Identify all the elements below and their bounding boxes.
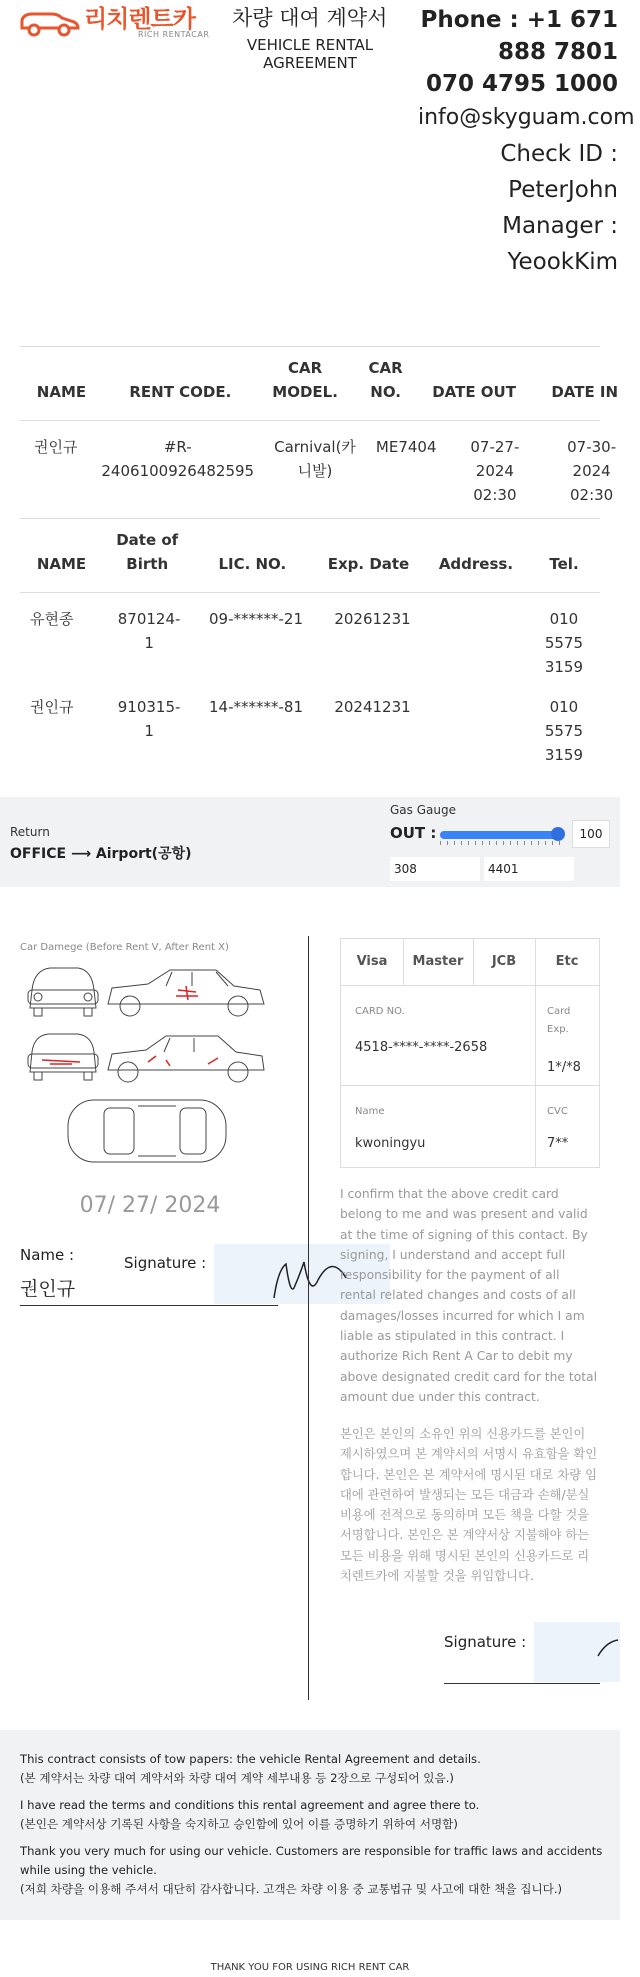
card-number-cell	[341, 985, 536, 1086]
name-label: Name :	[20, 1246, 75, 1264]
terms-line: (저희 차량을 이용해 주셔서 대단히 감사합니다. 고객은 차량 이용 중 교통법규 및 사고에 대한 책을 집니다.)	[20, 1882, 563, 1896]
vertical-divider	[308, 936, 309, 1700]
col-header: Exp. Date	[327, 555, 410, 573]
mileage-field-a[interactable]: 308	[390, 857, 480, 881]
document-title-ko: 차량 대여 계약서	[232, 6, 388, 30]
card-signature-label: Signature :	[444, 1633, 527, 1651]
table-cell: 010 5575 3159	[544, 698, 583, 764]
gas-gauge-slider[interactable]	[440, 831, 564, 839]
table-cell: ME7404	[375, 438, 437, 456]
logo-text-en: RICH RENTACAR	[138, 30, 210, 39]
terms-line: I have read the terms and conditions this rental agreement and agree there to.	[20, 1798, 480, 1812]
card-exp-value: 1*/*8	[547, 1060, 581, 1075]
damage-date: 07/ 27/ 2024	[79, 1193, 221, 1218]
col-header: DATE IN	[551, 383, 619, 401]
card-type-etc[interactable]: Etc	[555, 954, 579, 969]
card-cvc-value: 7**	[547, 1136, 569, 1151]
thanks-text: THANK YOU FOR USING RICH RENT CAR	[210, 1962, 410, 1973]
company-logo	[18, 2, 218, 42]
table-cell: 910315-1	[117, 698, 181, 740]
card-signature-line	[444, 1683, 600, 1684]
card-exp-label: Card	[547, 1006, 571, 1017]
divider	[20, 518, 600, 519]
car-logo-icon	[18, 2, 84, 42]
manager-label: Manager :	[502, 213, 618, 239]
col-header: CAR NO.	[368, 359, 403, 401]
col-header: Address.	[438, 555, 514, 573]
table-cell: 유현종	[30, 610, 74, 628]
check-id: PeterJohn	[508, 177, 618, 203]
email[interactable]: info@skyguam.com	[418, 105, 635, 130]
phone-number: 888 7801	[497, 39, 618, 65]
divider	[20, 346, 600, 347]
table-row	[20, 593, 600, 693]
signature-label: Signature :	[124, 1254, 207, 1272]
mileage-field-b[interactable]: 4401	[484, 857, 574, 881]
document-title-en: VEHICLE RENTAL AGREEMENT	[246, 36, 374, 72]
card-exp-label-2: Exp.	[547, 1024, 569, 1035]
check-id-label: Check ID :	[500, 141, 618, 167]
table-row	[20, 693, 600, 781]
card-signature-pad[interactable]	[534, 1622, 620, 1682]
gas-gauge-thumb[interactable]	[551, 827, 565, 841]
terms-line: (본 계약서는 차량 대여 계약서와 차량 대여 계약 세부내용 등 2장으로 구성되어 있음.)	[20, 1771, 454, 1785]
return-label: Return	[10, 825, 50, 839]
terms-line: Thank you very much for using our vehicle. Customers are responsible for traffic laws and accidents while using the vehicle.	[20, 1844, 603, 1877]
terms-line: (본인은 계약서상 기록된 사항을 숙지하고 승인함에 있어 이를 증명하기 위하여 서명함)	[20, 1817, 458, 1831]
table-cell: 09-******-21	[208, 610, 303, 628]
signer-name: 권인규	[20, 1278, 76, 1300]
damage-label: Car Damege (Before Rent V, After Rent X)	[20, 942, 229, 953]
credit-card-panel	[340, 938, 600, 1168]
col-header: Date of Birth	[116, 531, 179, 573]
return-route: OFFICE ⟶ Airport(공항)	[10, 846, 192, 862]
col-header: RENT CODE.	[129, 383, 232, 401]
table-cell: 010 5575 3159	[544, 610, 583, 676]
card-signature-drawing	[534, 1622, 620, 1682]
phone-label: Phone : +1 671	[420, 7, 618, 33]
col-header: DATE OUT	[432, 383, 516, 401]
card-exp-cell	[535, 985, 599, 1086]
table-cell: 07-30-2024 02:30	[567, 438, 617, 504]
table-row	[20, 421, 640, 521]
gas-level-value[interactable]: 100	[572, 820, 610, 848]
card-number: 4518-****-****-2658	[355, 1040, 488, 1055]
consent-text-ko: 본인은 본인의 소유인 위의 신용카드를 본인이 제시하였으며 본 계약서의 서명시 유효함을 확인합니다. 본인은 본 계약서에 명시된 대로 차량 임대에 관련하여 발생되는 모든 대금과 손해/분실비용에 전적으로 동의하며 모든 책을 다할 것을 서명합니다. 본인은 본 계약서상 지불해야 하는 모든 비용을 위해 명시된 본인의 신용카드로 리치렌트카에 지불할 것을 위임합니다.	[340, 1427, 598, 1584]
card-type-master[interactable]: Master	[403, 939, 474, 985]
signature-line	[20, 1305, 278, 1306]
card-cvc-cell	[535, 1085, 599, 1168]
card-type-visa[interactable]: Visa	[341, 939, 404, 985]
return-gas-band	[0, 797, 620, 887]
logo-text-ko: 리치렌트카	[84, 5, 195, 33]
table-cell: 권인규	[33, 438, 78, 456]
table-cell	[428, 593, 528, 693]
col-header: CAR MODEL.	[272, 359, 338, 401]
table-cell: 870124-1	[117, 610, 181, 652]
card-type-jcb[interactable]: JCB	[473, 939, 536, 985]
table-cell: 07-27-2024 02:30	[470, 438, 520, 504]
table-cell: 14-******-81	[208, 698, 303, 716]
driver-table-body	[20, 593, 600, 781]
table-cell: 권인규	[30, 698, 74, 716]
gas-gauge-label: Gas Gauge	[390, 803, 456, 817]
col-header: LIC. NO.	[218, 555, 287, 573]
card-holder-name: kwoningyu	[355, 1136, 426, 1151]
gas-gauge-ticks	[440, 841, 564, 845]
card-no-label: CARD NO.	[355, 1006, 405, 1017]
table-cell	[428, 693, 528, 781]
col-header: NAME	[36, 555, 87, 573]
rental-table-body	[20, 421, 617, 521]
phone-number-2: 070 4795 1000	[425, 71, 618, 97]
card-name-cell	[341, 1085, 536, 1168]
card-cvc-label: CVC	[547, 1106, 568, 1117]
terms-line: This contract consists of tow papers: the vehicle Rental Agreement and details.	[20, 1752, 481, 1766]
contact-block	[418, 4, 635, 280]
table-cell: #R-2406100926482595	[101, 438, 255, 480]
card-name-label: Name	[355, 1106, 385, 1117]
terms-footer	[0, 1730, 620, 1920]
table-cell: 20261231	[334, 610, 411, 628]
table-cell: 20241231	[334, 698, 411, 716]
table-cell: Carnival(카니발)	[274, 438, 356, 480]
manager: YeookKim	[507, 249, 618, 275]
rental-table	[20, 350, 619, 416]
car-damage-diagram	[20, 960, 280, 1170]
col-header: Tel.	[549, 555, 579, 573]
gas-out-label: OUT :	[390, 824, 437, 842]
consent-text-en: I confirm that the above credit card belong to me and was present and valid at the time of signing of this contact. By signing, I understand and accept full responsibility for the payment of all rental related changes and costs of all damages/losses incurred for which I am liable as stipulated in this contract. I authorize Rich Rent A Car to debit my above designated credit card for the total amount due under this contract.	[340, 1187, 597, 1404]
driver-table	[20, 522, 600, 588]
col-header: NAME	[36, 383, 87, 401]
